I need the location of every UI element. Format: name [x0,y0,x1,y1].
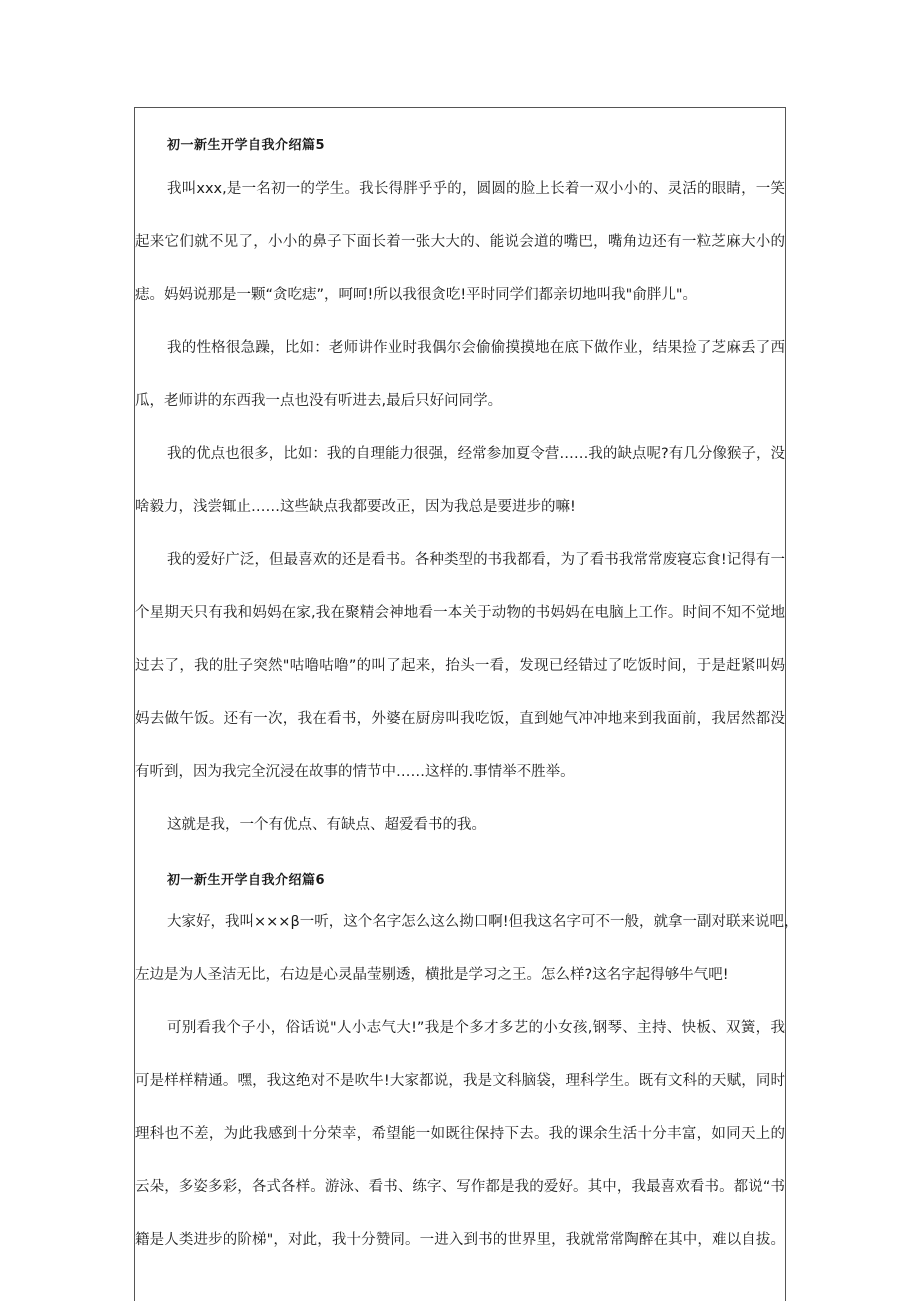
paragraph-line: 过去了，我的肚子突然"咕噜咕噜”的叫了起来，抬头一看，发现已经错过了吃饭时间，于是赶紧叫妈 [135,658,785,674]
paragraph-line: 有听到，因为我完全沉浸在故事的情节中……这样的.事情举不胜举。 [135,764,575,780]
paragraph-line: 我的爱好广泛，但最喜欢的还是看书。各种类型的书我都看，为了看书我常常废寝忘食!记得有一 [167,552,785,568]
paragraph-line: 起来它们就不见了，小小的鼻子下面长着一张大大的、能说会道的嘴巴，嘴角边还有一粒芝麻大小的 [135,234,785,250]
paragraph-line: 左边是为人圣洁无比，右边是心灵晶莹剔透，横批是学习之王。怎么样?这名字起得够牛气吧! [135,967,729,983]
paragraph-line: 痣。妈妈说那是一颗“贪吃痣”，呵呵!所以我很贪吃!平时同学们都亲切地叫我"俞胖儿"。 [135,287,697,303]
paragraph-line: 瓜，老师讲的东西我一点也没有听进去,最后只好问同学。 [135,393,503,409]
paragraph-line: 这就是我，一个有优点、有缺点、超爱看书的我。 [167,817,486,833]
paragraph-line: 我叫xxx,是一名初一的学生。我长得胖乎乎的，圆圆的脸上长着一双小小的、灵活的眼睛，一笑 [167,181,785,197]
paragraph-line: 个星期天只有我和妈妈在家,我在聚精会神地看一本关于动物的书妈妈在电脑上工作。时间不知不觉地 [135,605,785,621]
paragraph-line: 云朵，多姿多彩，各式各样。游泳、看书、练字、写作都是我的爱好。其中，我最喜欢看书。都说“书 [135,1179,785,1195]
paragraph-line: 大家好，我叫×××β一听，这个名字怎么这么拗口啊!但我这名字可不一般，就拿一副对联来说吧， [167,914,799,930]
paragraph-line: 我的优点也很多，比如：我的自理能力很强，经常参加夏令营……我的缺点呢?有几分像猴子，没 [167,446,785,462]
paragraph-line: 妈去做午饭。还有一次，我在看书，外婆在厨房叫我吃饭，直到她气冲冲地来到我面前，我居然都没 [135,711,785,727]
paragraph-line: 啥毅力，浅尝辄止……这些缺点我都要改正，因为我总是要进步的嘛! [135,499,576,515]
paragraph-line: 我的性格很急躁，比如：老师讲作业时我偶尔会偷偷摸摸地在底下做作业，结果捡了芝麻丢了西 [167,340,785,356]
section-heading: 初一新生开学自我介绍篇5 [167,138,326,153]
paragraph-line: 理科也不差，为此我感到十分荣幸，希望能一如既往保持下去。我的课余生活十分丰富，如同天上的 [135,1126,785,1142]
paragraph-line: 可是样样精通。嘿，我这绝对不是吹牛!大家都说，我是文科脑袋，理科学生。既有文科的天赋，同时 [135,1073,785,1089]
paragraph-line: 可别看我个子小，俗话说"人小志气大!”我是个多才多艺的小女孩,钢琴、主持、快板、双簧，我 [167,1020,785,1036]
section-heading: 初一新生开学自我介绍篇6 [167,873,326,888]
paragraph-line: 籍是人类进步的阶梯"，对此，我十分赞同。一进入到书的世界里，我就常常陶醉在其中，难以自拔。 [135,1232,785,1248]
